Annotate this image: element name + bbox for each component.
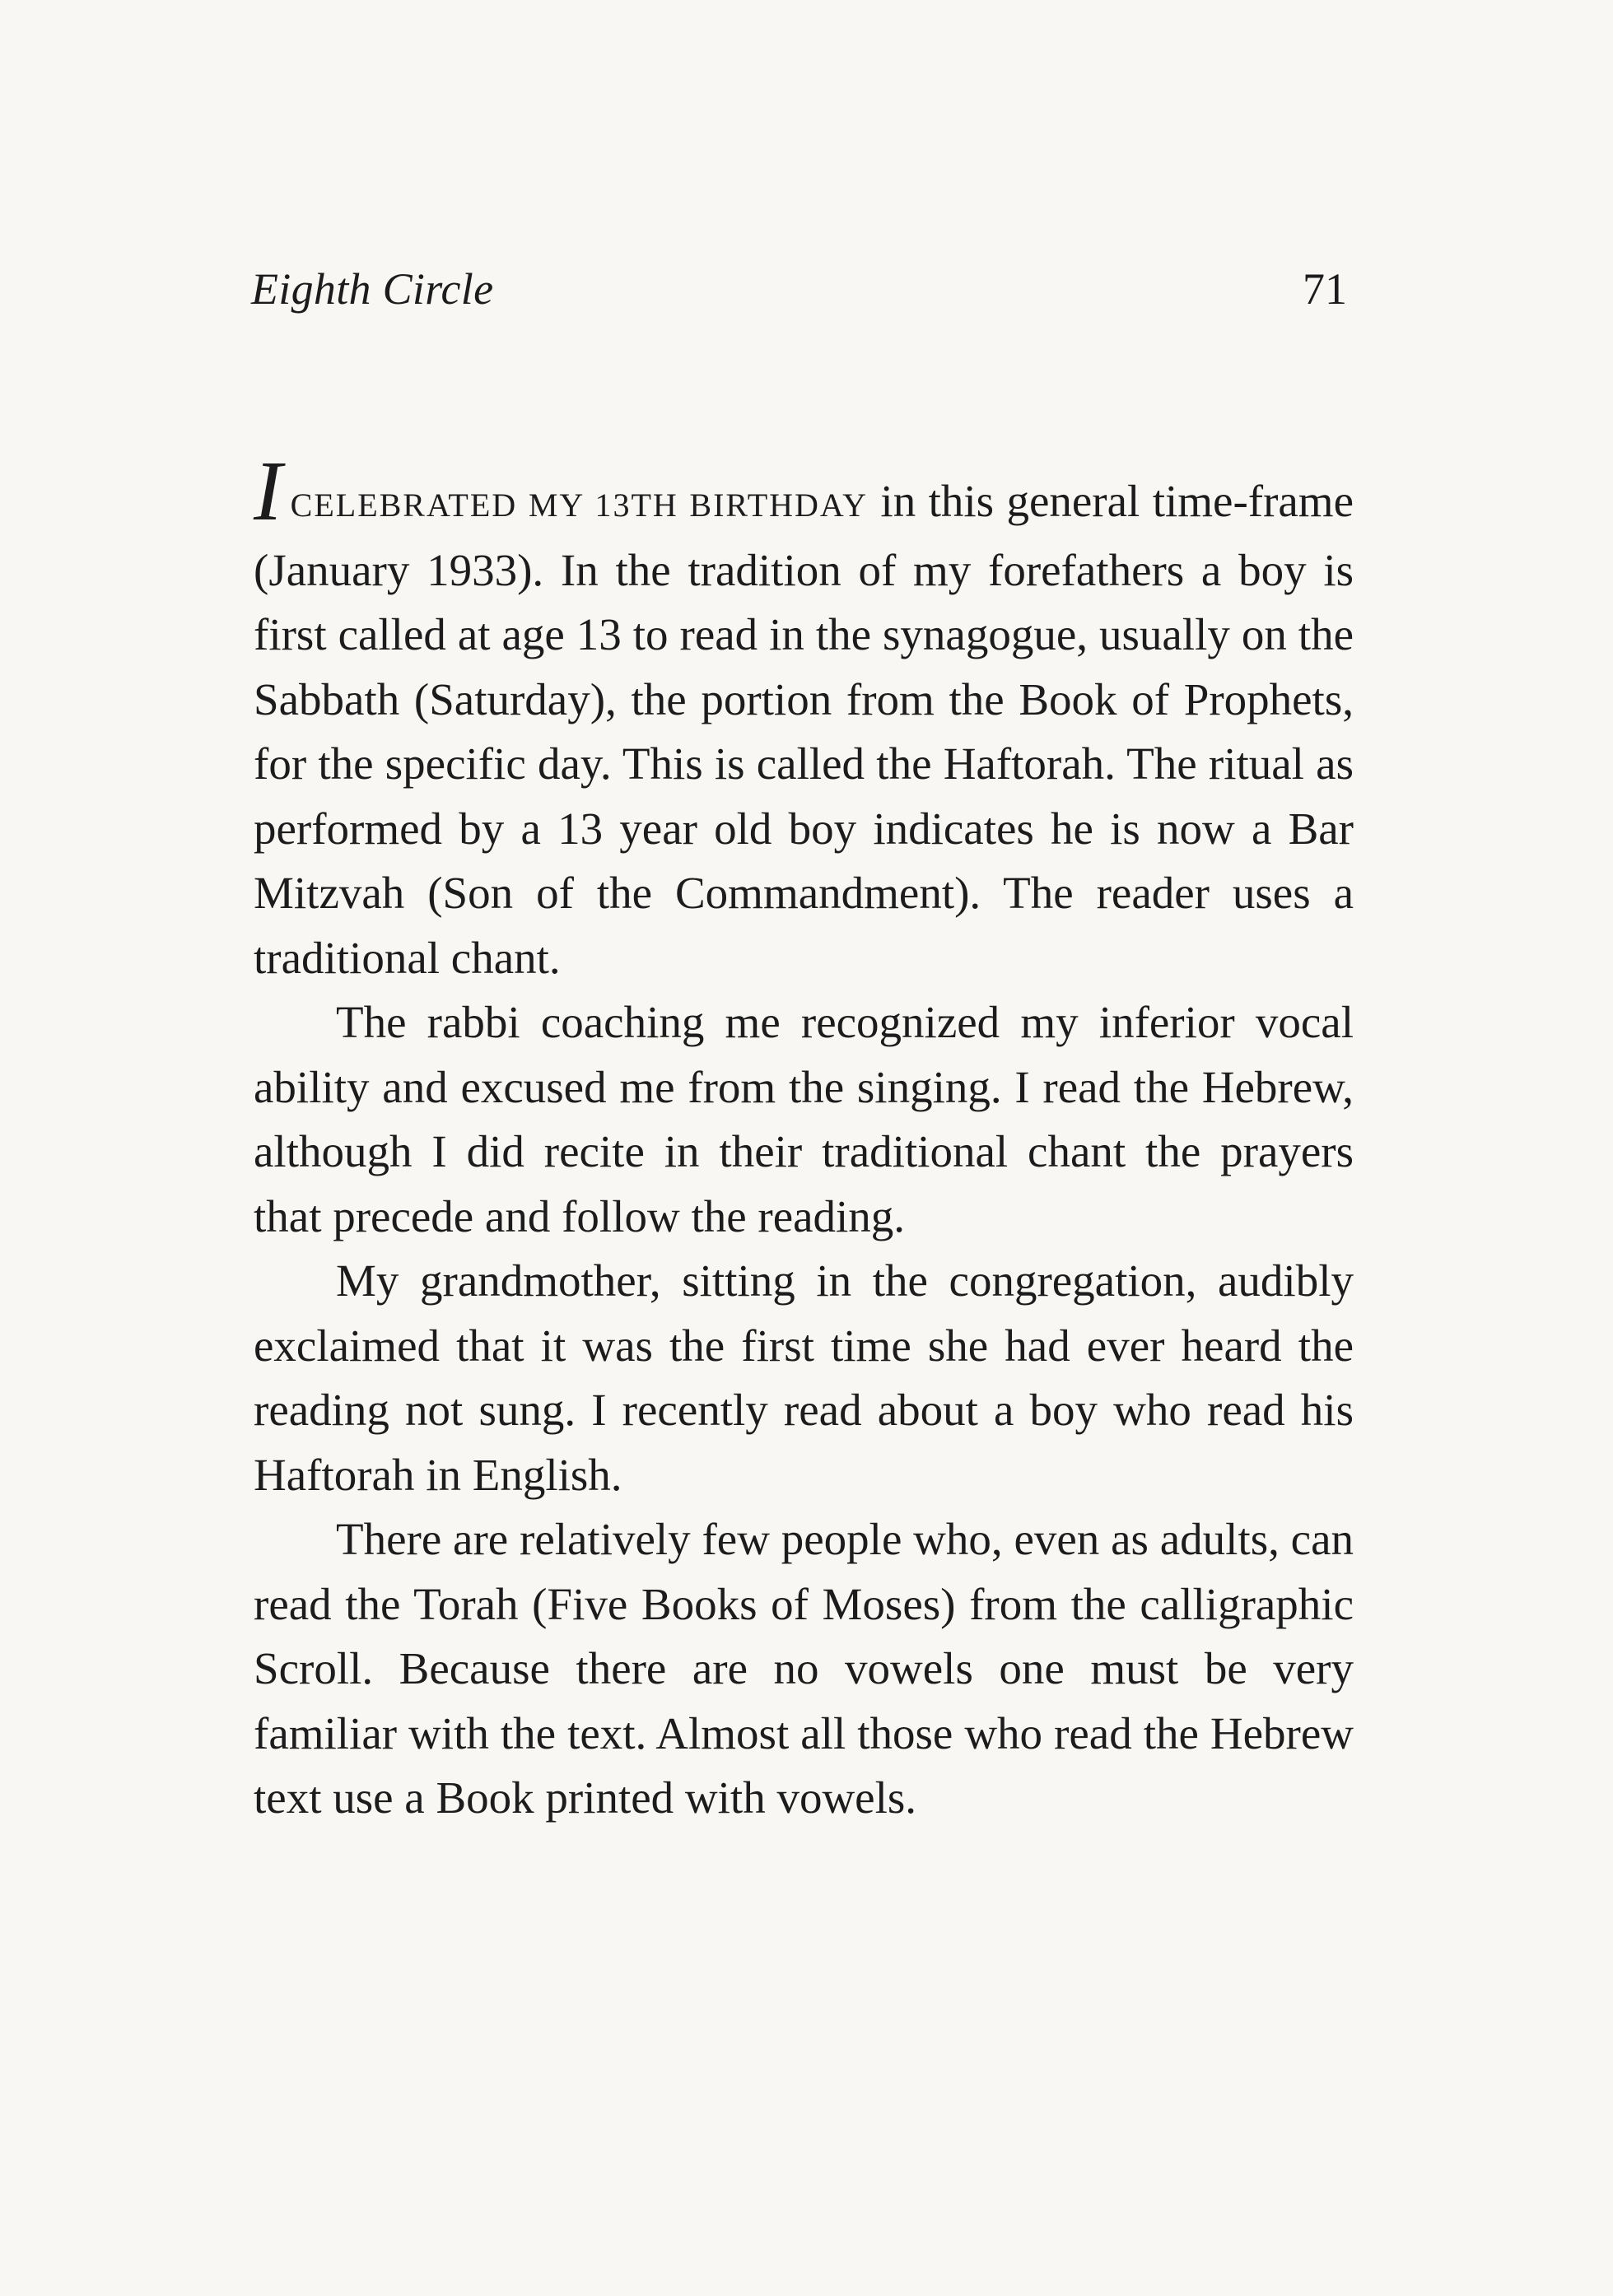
opening-small-caps: CELEBRATED MY 13TH BIRTHDAY — [290, 487, 869, 524]
paragraph-4: There are relatively few people who, even as adults, can read the Torah (Five Books of Moses) from the calligraphic Scroll. Because there are no vowels one must be very familiar with the text. Almost all those who read the Hebrew text use a Book printed with vowels. — [254, 1514, 1354, 1823]
running-head: Eighth Circle — [251, 264, 494, 314]
paragraph-2: The rabbi coaching me recognized my inferior vocal ability and excused me from the singing. I read the Hebrew, although I did recite in their traditional chant the prayers that precede and follow the reading. — [254, 997, 1354, 1241]
drop-cap: I — [254, 444, 282, 538]
paragraph-1 — [254, 444, 1354, 990]
paragraph-3: My grandmother, sitting in the congregation, audibly exclaimed that it was the first time she had ever heard the reading not sung. I recently read about a boy who read his Haftorah in English. — [254, 1255, 1354, 1500]
body-text — [254, 444, 1354, 1831]
page-number: 71 — [1303, 264, 1347, 314]
paragraph-1-text: in this general time-frame (January 1933). In the tradition of my forefathers a boy is first called at age 13 to read in the synagogue, usually on the Sabbath (Saturday), the portion from the Book of Prophets, for the specific day. This is called the Haftorah. The ritual as performed by a 13 year old boy indicates he is now a Bar Mitzvah (Son of the Commandment). The reader uses a traditional chant. — [254, 476, 1354, 983]
